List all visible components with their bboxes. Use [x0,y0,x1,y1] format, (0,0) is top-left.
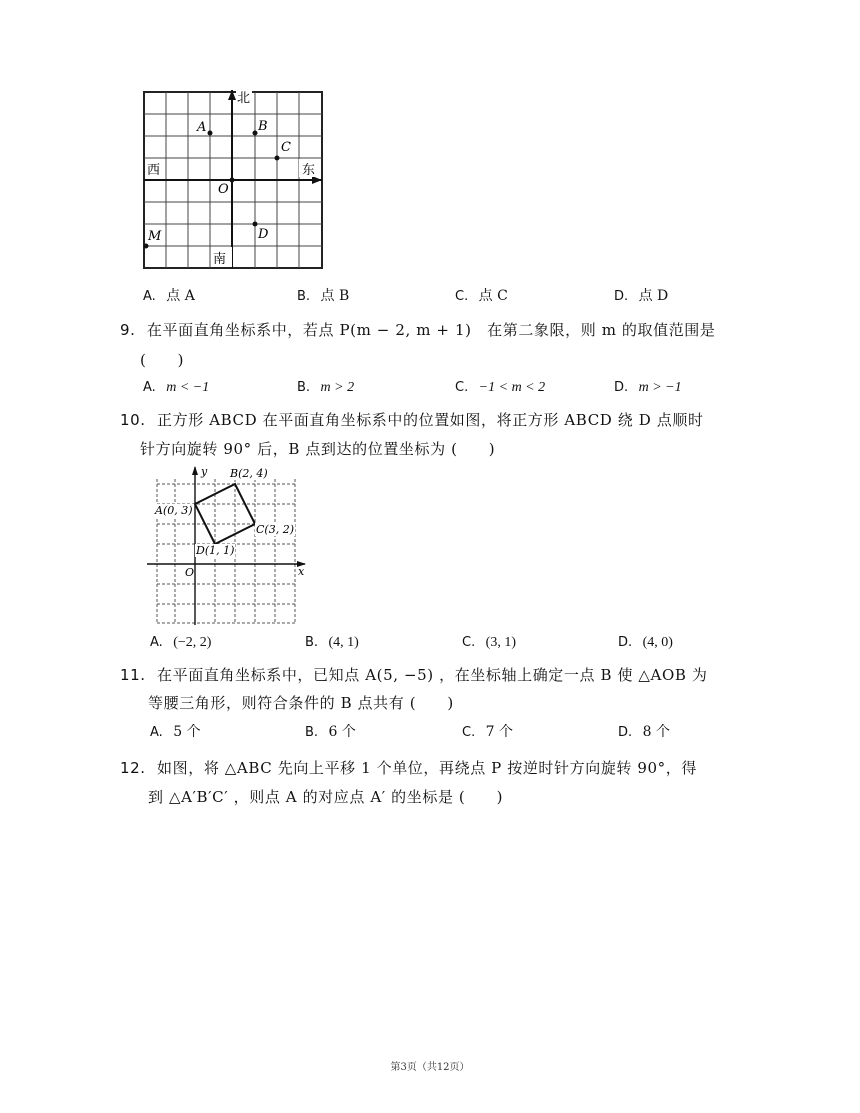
q10-option-d[interactable] [618,633,673,652]
q10-option-c[interactable] [462,633,516,652]
option-text: 8 个 [642,724,670,740]
option-letter: D. [614,289,629,304]
option-text: 点 C [478,288,508,304]
q10-label-a: A(0, 3) [155,504,193,517]
option-letter: A. [143,289,156,304]
q12-stem-text: 如图，将 △ABC 先向上平移 1 个单位，再绕点 P 按逆时针方向旋转 90°，得 [157,759,697,777]
q12-line2: 到 △A′B′C′ ，则点 A 的对应点 A′ 的坐标是 ( ) [148,788,504,806]
page-footer: 第3页（共12页） [390,1062,470,1073]
q11-stem-text: 在平面直角坐标系中，已知点 A(5, −5) ，在坐标轴上确定一点 B 使 △AOB 为 [157,666,708,684]
q11-option-b[interactable] [305,723,356,742]
q10-square-figure [143,463,308,628]
q10-label-b: B(2, 4) [230,467,268,480]
option-text: (−2, 2) [173,635,212,650]
q10-label-c: C(3, 2) [256,523,294,536]
option-text: (4, 1) [328,635,359,650]
option-letter: D. [618,725,633,740]
q8-label-c: C [281,140,291,155]
q8-label-m: M [148,229,162,244]
q11-number: 11. [120,666,146,684]
q9-option-b[interactable] [297,378,354,397]
option-text: −1 < m < 2 [478,380,546,395]
q10-line2: 针方向旋转 90° 后，B 点到达的位置坐标为 ( ) [140,440,496,458]
q9-stem-text: 在平面直角坐标系中，若点 P(m − 2, m + 1) 在第二象限，则 m 的取值范围是 [146,321,716,339]
q8-north-label: 北 [237,91,251,106]
q8-point-a [208,131,213,136]
q8-label-d: D [258,227,269,242]
q8-label-b: B [258,119,268,134]
q8-point-b [253,131,258,136]
q8-point-c [275,156,280,161]
q8-label-a: A [197,120,207,135]
q9-option-c[interactable] [455,378,545,397]
q8-label-o: O [218,182,229,197]
q9-option-a[interactable] [143,378,209,397]
option-text: 点 B [320,288,350,304]
q10-number: 10. [120,411,146,429]
q9-option-d[interactable] [614,378,682,397]
q8-point-o [230,178,235,183]
option-text: (3, 1) [485,635,516,650]
q9-line2: ( ) [140,351,185,369]
q11-line2: 等腰三角形，则符合条件的 B 点共有 ( ) [148,694,454,712]
option-text: m < −1 [166,380,210,395]
q10-x-axis-label: x [298,565,305,578]
q8-point-d [253,222,258,227]
q11-option-a[interactable] [150,723,201,742]
option-letter: A. [143,380,156,395]
option-text: 5 个 [173,724,201,740]
option-text: 点 A [166,288,195,304]
q8-option-a[interactable] [143,287,195,306]
q12-number: 12. [120,759,146,777]
q12-line1 [120,758,697,778]
q9-number: 9. [120,321,136,339]
option-letter: B. [305,725,319,740]
option-letter: B. [297,380,311,395]
option-text: (4, 0) [642,635,673,650]
q11-option-d[interactable] [618,723,670,742]
option-text: m > 2 [320,380,355,395]
q10-y-axis-label: y [201,465,208,478]
option-letter: C. [455,289,469,304]
option-letter: D. [618,635,633,650]
q11-option-c[interactable] [462,723,513,742]
option-text: 6 个 [328,724,356,740]
q10-stem-text: 正方形 ABCD 在平面直角坐标系中的位置如图，将正方形 ABCD 绕 D 点顺时 [157,411,704,429]
option-letter: A. [150,635,163,650]
option-letter: C. [462,725,476,740]
q8-option-d[interactable] [614,287,668,306]
option-letter: B. [305,635,319,650]
option-letter: C. [462,635,476,650]
q9-line1 [120,320,716,340]
option-text: 7 个 [485,724,514,740]
q8-option-c[interactable] [455,287,508,306]
q10-option-a[interactable] [150,633,211,652]
q10-origin-label: O [185,566,195,579]
q8-south-label: 南 [213,252,227,267]
q8-east-label: 东 [302,163,316,178]
option-letter: C. [455,380,469,395]
q8-west-label: 西 [147,163,161,178]
q8-grid-figure [140,88,326,272]
option-letter: A. [150,725,163,740]
q8-option-b[interactable] [297,287,349,306]
option-text: 点 D [638,288,669,304]
option-letter: D. [614,380,629,395]
q10-option-b[interactable] [305,633,359,652]
option-text: m > −1 [638,380,682,395]
q10-line1 [120,410,704,430]
q11-line1 [120,665,707,685]
q10-label-d: D(1, 1) [196,544,235,557]
q8-point-m [144,244,149,249]
option-letter: B. [297,289,311,304]
